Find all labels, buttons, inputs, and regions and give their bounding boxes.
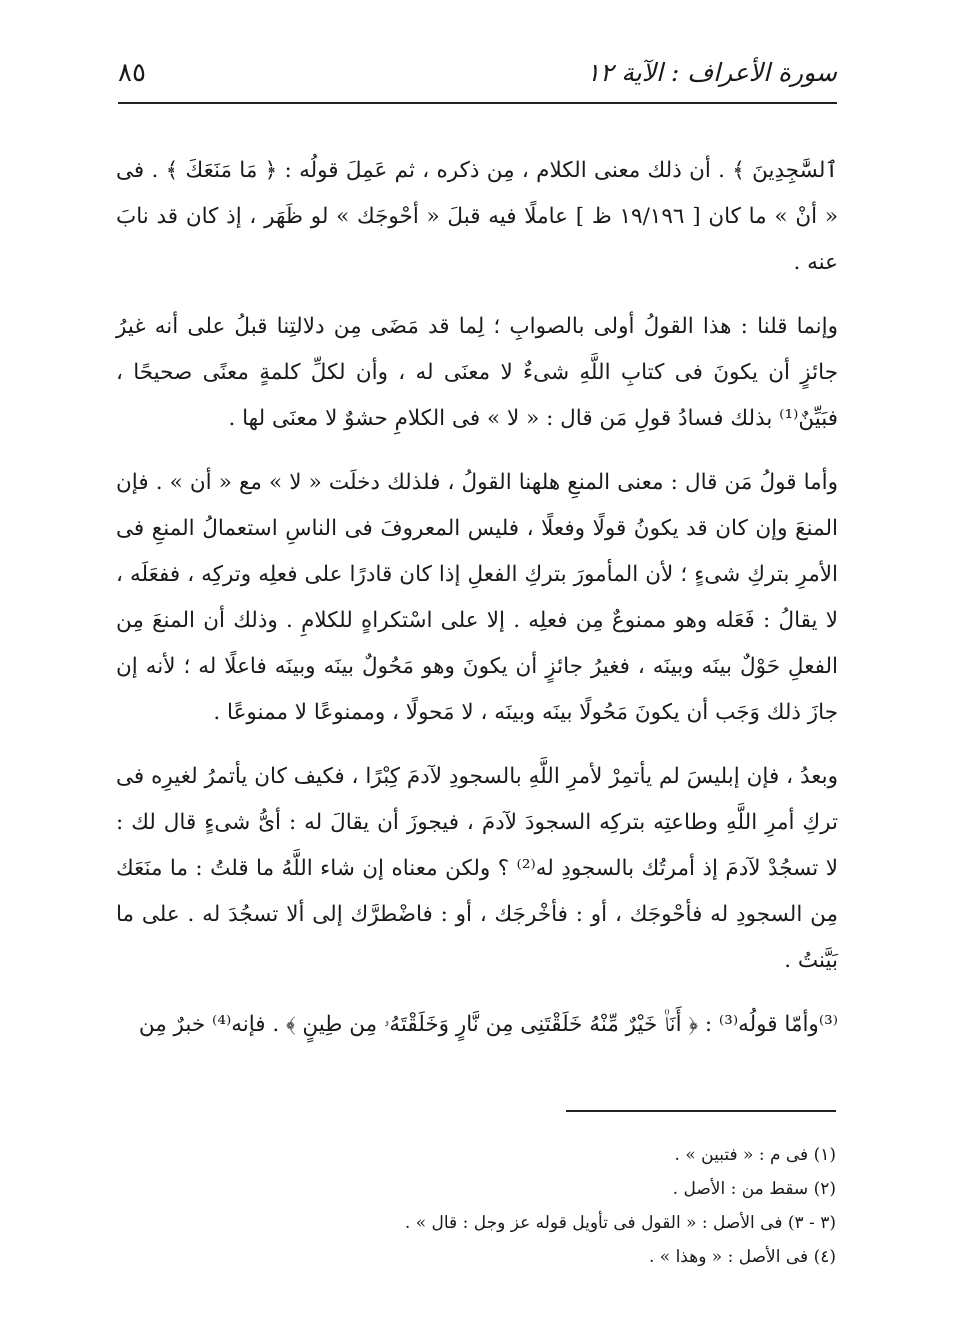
body-text [116, 148, 838, 1066]
paragraph: وبعدُ ، فإن إبليسَ لم يأتمِرْ لأمرِ اللَّهِ بالسجودِ لآدمَ كِبْرًا ، فكيف كان يأتمرُ لغيرِه فى تركِ أمرِ اللَّهِ وطاعتِه بتركِه السجودَ لآدمَ ، فيجوزَ أن يقالَ له : أىُّ شىءٍ قال لك : لا تسجُدْ لآدمَ إذ أمرتُك بالسجودِ له⁽²⁾ ؟ ولكن معناه إن شاء اللَّهُ ما قلتُ : ما منَعَك مِن السجودِ له فأحْوجَك ، أو : فأخْرجَك ، أو : فاضْطرَّك إلى ألا تسجُدَ له . على ما بَيَّنتُ . [116, 764, 838, 973]
page-header [118, 52, 837, 104]
footnote-divider [566, 1110, 836, 1112]
footnote: (١) فى م : « فتبين » . [674, 1145, 836, 1165]
paragraph: ٱلسَّٰجِدِينَ ﴾ . أن ذلك معنى الكلام ، مِن ذكره ، ثم عَمِلَ قولُه : ﴿ مَا مَنَعَكَ ﴾ . فى « أنْ » ما كان [ ١٩/١٩٦ ظ ] عاملًا فيه قبلَ « أحْوجَك » لو ظَهَر ، إذ كان قد نابَ عنه . [116, 158, 838, 275]
paragraph: وأما قولُ مَن قال : معنى المنعِ هلهنا القولُ ، فلذلك دخلَت « لا » مع « أن » . فإن المنعَ وإن كان قد يكونُ قولًا وفعلًا ، فليس المعروفَ فى الناسِ استعمالُ المنعِ فى الأمرِ بتركِ شىءٍ ؛ لأن المأمورَ بتركِ الفعلِ إذا كان قادرًا على فعلِه وتركِه ، ففعَلَه ، لا يقالُ : فَعَله وهو ممنوعٌ مِن فعلِه . إلا على اسْتكراهٍ للكلامِ . وذلك أن المنعَ مِن الفعلِ حَوْلٌ بينَه وبينَه ، فغيرُ جائزٍ أن يكونَ وهو مَحُولٌ بينَه وبينَه فاعلًا له ؛ لأنه إن جازَ ذلك وَجَب أن يكونَ مَحُولًا بينَه وبينَه ، لا مَحولًا ، وممنوعًا لا ممنوعًا . [116, 470, 838, 725]
footnote: (٢) سقط من : الأصل . [672, 1179, 836, 1199]
footnote: (٤) فى الأصل : « وهذا » . [648, 1247, 836, 1267]
footnote: (٣ - ٣) فى الأصل : « القول فى تأويل قوله عز وجل : قال » . [404, 1213, 836, 1233]
running-title: سورة الأعراف : الآية ١٢ [586, 58, 837, 87]
page-number: ٨٥ [118, 58, 146, 88]
paragraph: وإنما قلنا : هذا القولُ أولى بالصوابِ ؛ لِما قد مَضَى مِن دلالتِنا قبلُ على أنه غيرُ جائزٍ أن يكونَ فى كتابِ اللَّهِ شىءٌ لا معنَى له ، وأن لكلِّ كلمةٍ معنًى صحيحًا ، فبَيِّنٌ⁽¹⁾ بذلك فسادُ قولِ مَن قال : « لا » فى الكلامِ حشوٌ لا معنَى لها . [116, 314, 838, 431]
footnotes [300, 1138, 836, 1274]
paragraph: ⁽³⁾وأمّا قولُه⁽³⁾ : ﴿ أَنَا۠ خَيْرٌ مِّنْهُ خَلَقْتَنِى مِن نَّارٍ وَخَلَقْتَهُۥ مِن طِينٍ ﴾ . فإنه⁽⁴⁾ خبرٌ مِن [138, 1012, 838, 1037]
